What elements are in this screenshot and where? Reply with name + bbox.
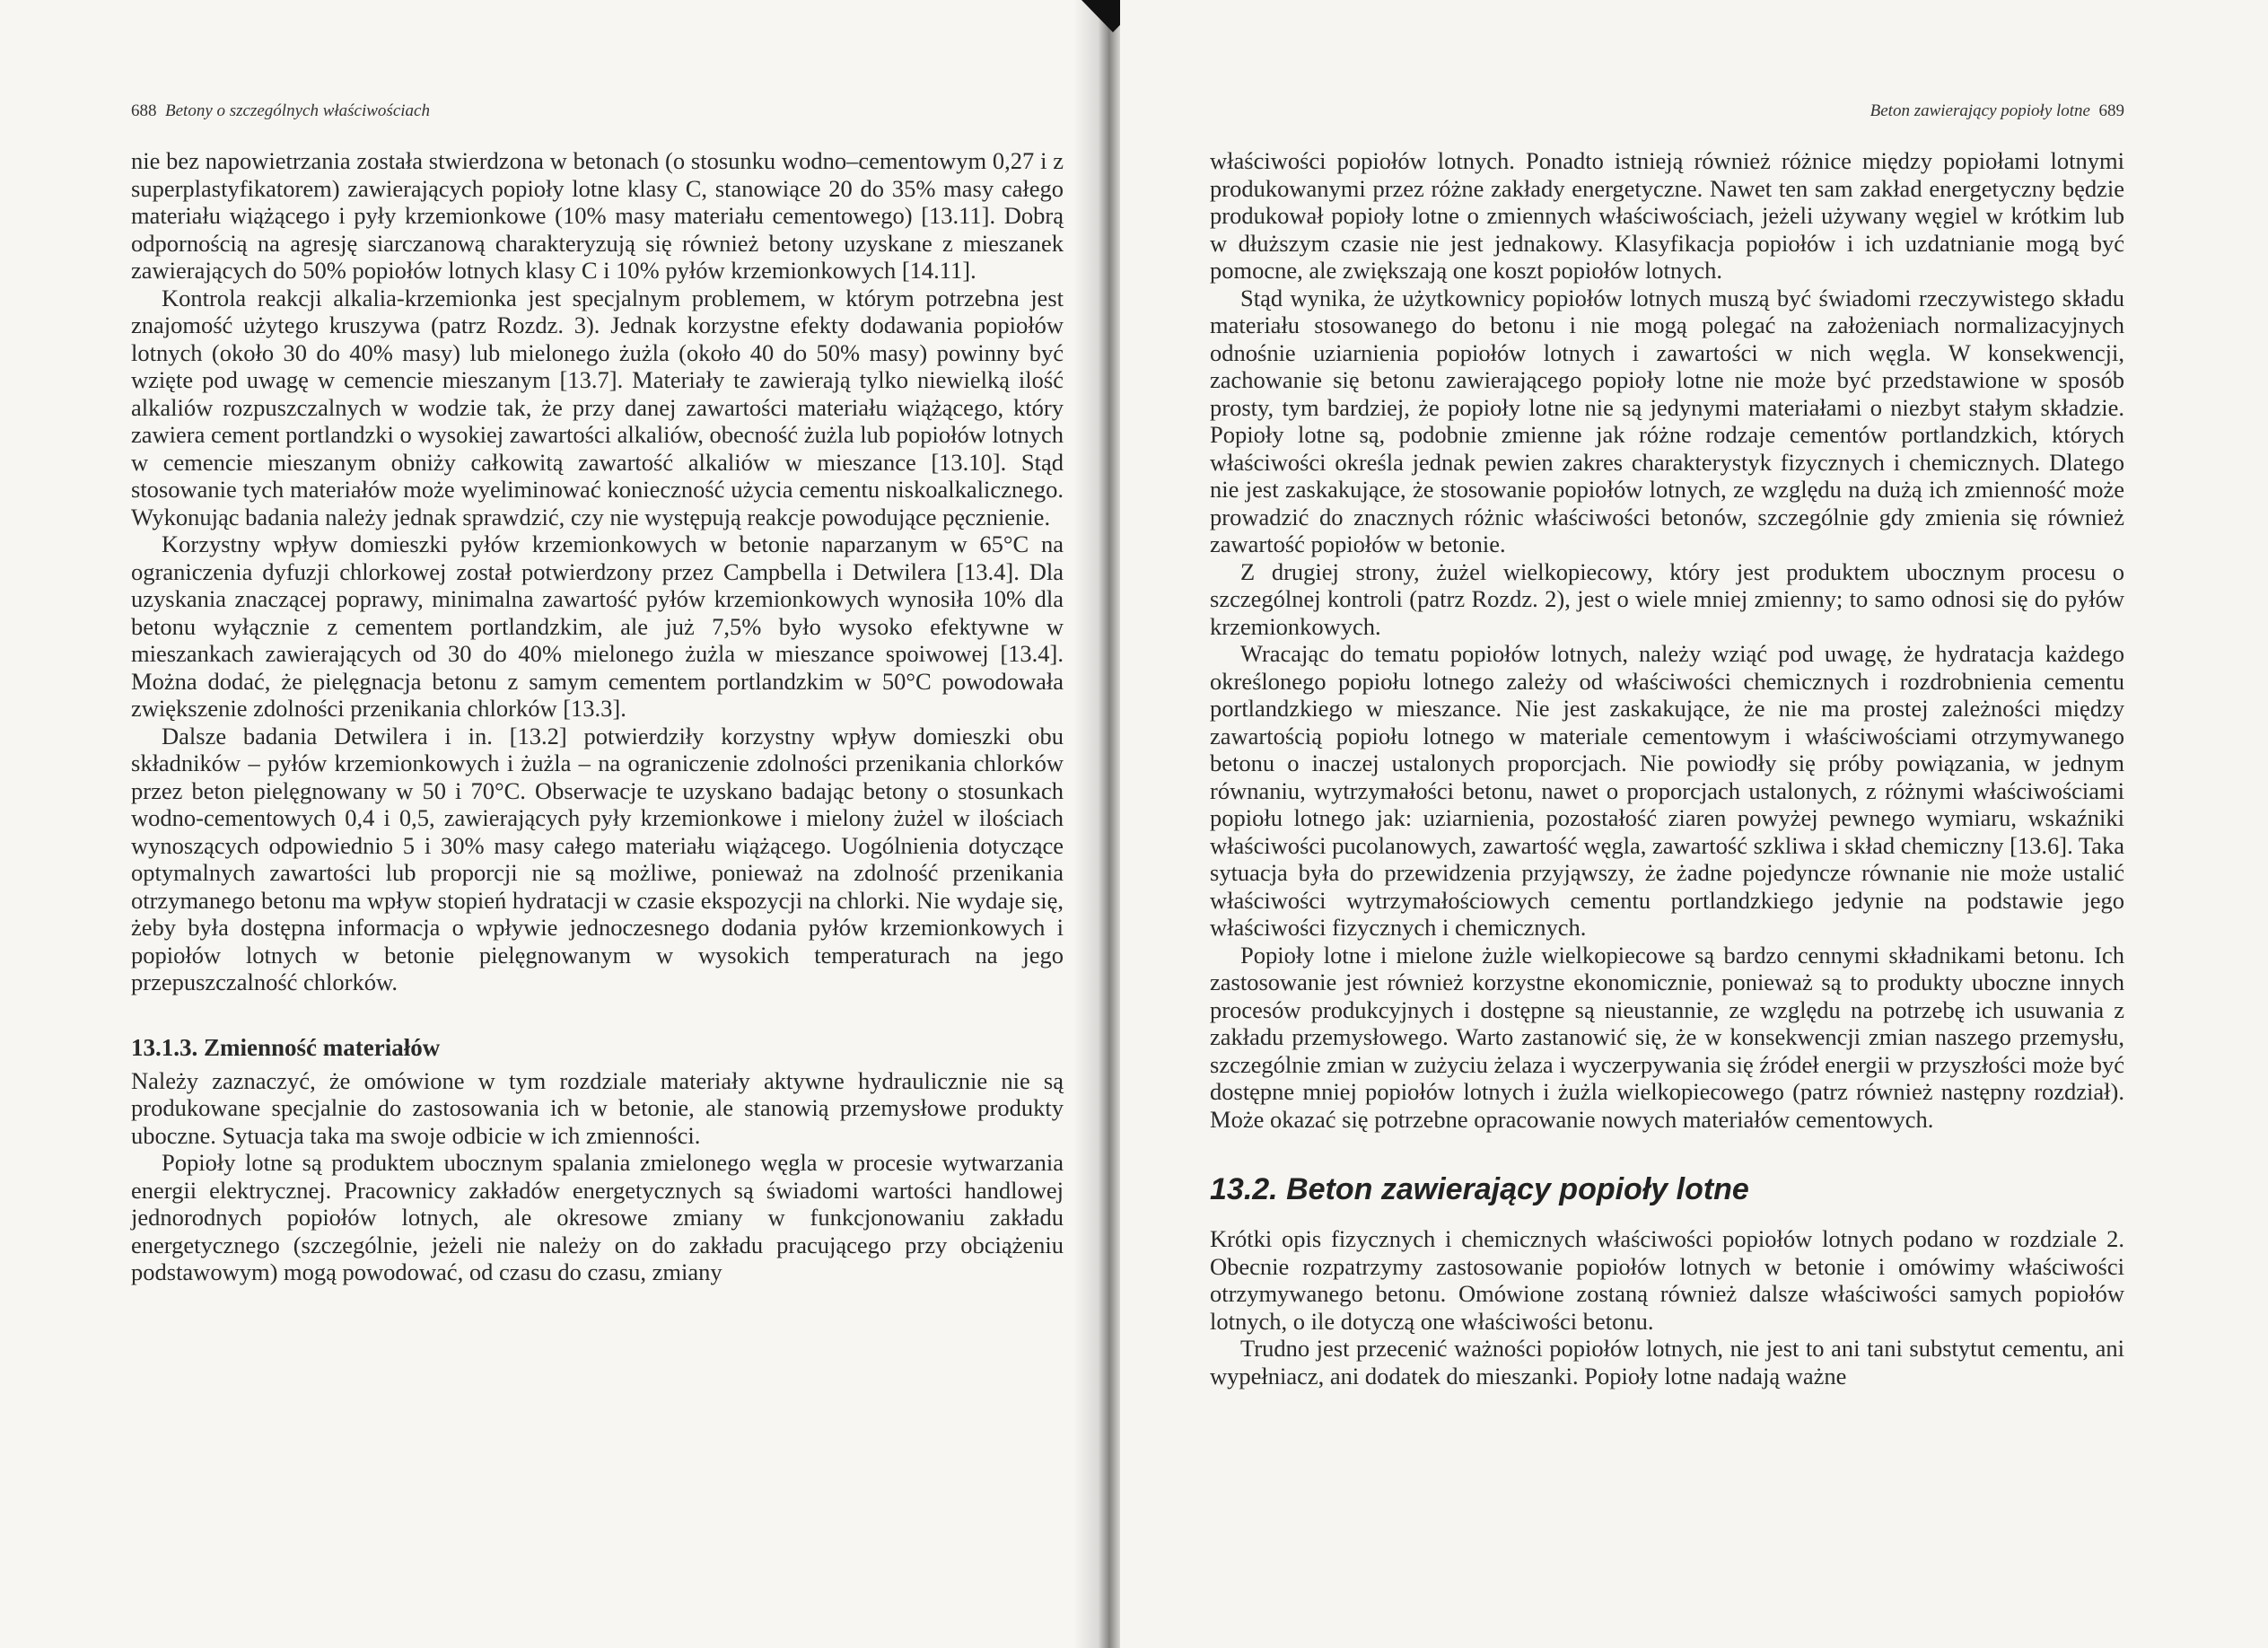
right-paragraph-3: Z drugiej strony, żużel wielkopiecowy, który jest produktem ubocznym procesu o szczególnej kontroli (patrz Rozdz. 2), jest o wiele mniej zmienny; to samo odnosi się do pyłów krzemionkowych. — [1210, 557, 2124, 640]
right-paragraph-4: Wracając do tematu popiołów lotnych, należy wziąć pod uwagę, że hydratacja każdego określonego popiołu lotnego zależy od właściwości chemicznych i rozdrobnienia cementu portlandzkiego w mieszance. Nie jest zaskakujące, że nie ma prostej zależności między zawartością popiołu lotnego w materiale cementowym i właściwościami otrzymywanego betonu o inaczej ustalonych proporcjach. Nie powiodły się próby powiązania, w jednym równaniu, wytrzymałości betonu, nawet o proporcjach ustalonych, z różnymi właściwościami popiołu lotnego jak: uziarnienia, pozostałość ziaren powyżej pewnego wymiaru, wskaźniki właściwości pucolanowych, zawartość węgla, zawartość szkliwa i skład chemiczny [13.6]. Taka sytuacja była do przewidzenia przyjąwszy, że żadne pojedyncze równanie nie może ustalić właściwości wytrzymałościowych cementu portlandzkiego jedynie na podstawie jego właściwości fizycznych i chemicznych. — [1210, 640, 2125, 941]
left-running-head — [131, 101, 1064, 122]
left-paragraph-2: Kontrola reakcji alkalia-krzemionka jest specjalnym problemem, w którym potrzebna jest znajomość użytego kruszywa (patrz Rozdz. 3). Jednak korzystne efekty dodawania popiołów lotnych (około 30 do 40% masy) lub mielonego żużla (około 40 do 50% masy) powinny być wzięte pod uwagę w cemencie mieszanym [13.7]. Materiały te zawierają tylko niewielką ilość alkaliów rozpuszczalnych w wodzie tak, że przy danej zawartości materiału wiążącego, który zawiera cement portlandzki o wysokiej zawartości alkaliów, obecność żużla lub popiołów lotnych w cemencie mieszanym obniży całkowitą zawartość alkaliów w mieszance [13.10]. Stąd stosowanie tych materiałów może wyeliminować konieczność użycia cementu niskoalkalicznego. Wykonując badania należy jednak sprawdzić, czy nie występują reakcje powodujące pęcznienie. — [131, 284, 1064, 530]
right-running-title: Beton zawierający popioły lotne — [1870, 101, 2090, 120]
right-section-paragraph-1: Krótki opis fizycznych i chemicznych właściwości popiołów lotnych podano w rozdziale 2. Obecnie rozpatrzymy zastosowanie popiołów lotnych w betonie i omówimy właściwości otrzymywanego betonu. Omówione zostaną również dalsze właściwości samych popiołów lotnych, o ile dotyczą one właściwości betonu. — [1210, 1225, 2124, 1335]
left-paragraph-3: Korzystny wpływ domieszki pyłów krzemionkowych w betonie naparzanym w 65°C na ograniczenia dyfuzji chlorkowej został potwierdzony przez Campbella i Detwilera [13.4]. Dla uzyskania znaczącej poprawy, minimalna zawartość pyłów krzemionkowych wynosiła 10% dla betonu wyłącznie z cementem portlandzkim, ale już 7,5% było wysoko efektywne w mieszankach zawierających od 30 do 40% mielonego żużla w mieszance spoiwowej [13.4]. Można dodać, że pielęgnacja betonu z samym cementem portlandzkim w 50°C powodowała zwiększenie zdolności przenikania chlorków [13.3]. — [131, 530, 1064, 722]
left-subsection-paragraph-2: Popioły lotne są produktem ubocznym spalania zmielonego węgla w procesie wytwarzania energii elektrycznej. Pracownicy zakładów energetycznych są świadomi wartości handlowej jednorodnych popiołów lotnych, ale okresowe zmiany w funkcjonowaniu zakładu energetycznego (szczególnie, jeżeli nie należy on do zakładu pracującego przy obciążeniu podstawowym) mogą powodować, od czasu do czasu, zmiany — [131, 1149, 1064, 1285]
right-section-paragraph-2: Trudno jest przecenić ważności popiołów lotnych, nie jest to ani tani substytut cementu, ani wypełniacz, ani dodatek do mieszanki. Popioły lotne nadają ważne — [1210, 1335, 2124, 1389]
subsection-heading: 13.1.3. Zmienność materiałów — [131, 1033, 441, 1061]
left-page-number: 688 — [131, 101, 157, 120]
left-page — [0, 0, 1099, 1648]
left-running-title: Betony o szczególnych właściwościach — [165, 101, 430, 120]
left-paragraph-1: nie bez napowietrzania została stwierdzona w betonach (o stosunku wodno–cementowym 0,27 i z superplastyfikatorem) zawierających popioły lotne klasy C, stanowiące 20 do 35% masy całego materiału wiążącego i pyły krzemionkowe (10% masy materiału cementowego) [13.11]. Dobrą odpornością na agresję siarczanową charakteryzują się również betony uzyskane z mieszanek zawierających do 50% popiołów lotnych klasy C i 10% pyłów krzemionkowych [14.11]. — [131, 147, 1064, 284]
left-paragraph-4: Dalsze badania Detwilera i in. [13.2] potwierdziły korzystny wpływ domieszki obu składników – pyłów krzemionkowych i żużla – na ograniczenie zdolności przenikania chlorków przez beton pielęgnowany w 50 i 70°C. Obserwacje te uzyskano badając betony o stosunkach wodno-cementowych 0,4 i 0,5, zawierających pyły krzemionkowe i mielony żużel w ilościach wynoszących odpowiednio 5 i 30% masy całego materiału wiążącego. Uogólnienia dotyczące optymalnych zawartości lub proporcji nie są możliwe, ponieważ na zdolność przenikania otrzymanego betonu ma wpływ stopień hydratacji w czasie ekspozycji na chlorki. Nie wydaje się, żeby była dostępna informacja o wpływie jednoczesnego dodania pyłów krzemionkowych i popiołów lotnych w betonie pielęgnowanym w wysokich temperaturach na jego przepuszczalność chlorków. — [131, 722, 1064, 995]
right-paragraph-1: właściwości popiołów lotnych. Ponadto istnieją również różnice między popiołami lotnymi produkowanymi przez różne zakłady energetyczne. Nawet ten sam zakład energetyczny będzie produkował popioły lotne o zmiennych właściwościach, jeżeli używany węgiel w krótkim lub w dłuższym czasie nie jest jednakowy. Klasyfikacja popiołów i ich uzdatnianie mogą być pomocne, ale zwiększają one koszt popiołów lotnych. — [1210, 147, 2124, 284]
right-running-head — [1210, 101, 2124, 122]
section-heading: 13.2. Beton zawierający popioły lotne — [1210, 1172, 1749, 1206]
right-paragraph-5: Popioły lotne i mielone żużle wielkopiecowe są bardzo cennymi składnikami betonu. Ich zastosowanie jest również korzystne ekonomicznie, ponieważ są to produkty uboczne innych procesów produkcyjnych i dostępne są nieustannie, ze względu na potrzebę ich usuwania z zakładu przemysłowego. Warto zastanowić się, że w konsekwencji zmian naszego przemysłu, szczególnie zmian w zużyciu żelaza i wyczerpywania się źródeł energii w przyszłości może być dostępne mniej popiołów lotnych i żużla wielkopiecowego (patrz również następny rozdział). Może okazać się potrzebne opracowanie nowych materiałów cementowych. — [1210, 941, 2124, 1133]
left-subsection-paragraph-1: Należy zaznaczyć, że omówione w tym rozdziale materiały aktywne hydraulicznie nie są produkowane specjalnie do zastosowania ich w betonie, ale stanowią przemysłowe produkty uboczne. Sytuacja taka ma swoje odbicie w ich zmienności. — [131, 1066, 1064, 1149]
right-page-number: 689 — [2098, 101, 2124, 120]
right-paragraph-2: Stąd wynika, że użytkownicy popiołów lotnych muszą być świadomi rzeczywistego składu materiału stosowanego do betonu i nie mogą polegać na założeniach normalizacyjnych odnośnie uziarnienia popiołów lotnych i zawartości w nich węgla. W konsekwencji, zachowanie się betonu zawierającego popioły lotne nie może być przedstawione w sposób prosty, tym bardziej, że popioły lotne nie są jedynymi materiałami o niezbyt stałym składzie. Popioły lotne są, podobnie zmienne jak różne rodzaje cementów portlandzkich, których właściwości określa jednak pewien zakres charakterystyk fizycznych i chemicznych. Dlatego nie jest zaskakujące, że stosowanie popiołów lotnych, ze względu na dużą ich zmienność może prowadzić do znacznych różnic właściwości betonów, szczególnie gdy zmienia się również zawartość popiołów w betonie. — [1210, 284, 2124, 557]
right-page — [1120, 0, 2268, 1648]
